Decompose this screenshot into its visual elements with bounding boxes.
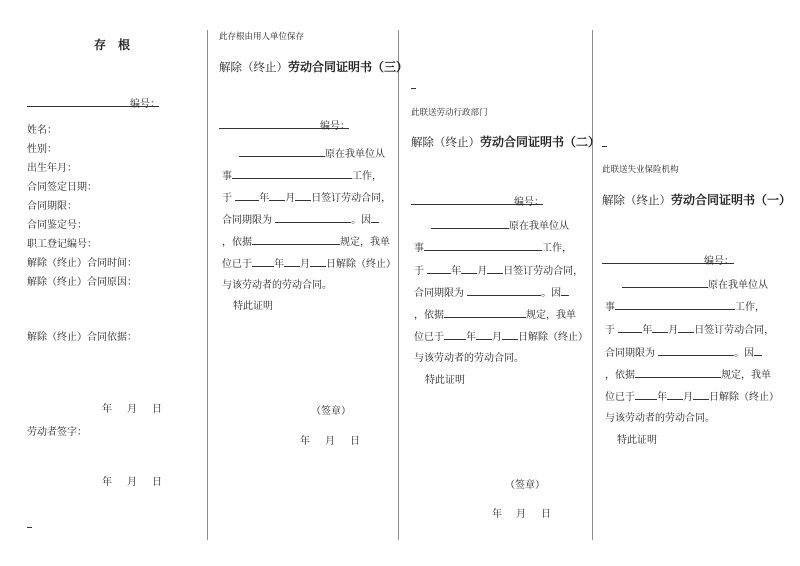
copy2-line-1: 原在我单位从 (431, 217, 569, 232)
copy3-line-5: ，依据 规定，我单 (222, 233, 390, 248)
stub-field-terminate-time: 解除（终止）合同时间： (27, 258, 137, 269)
stub-title-left: 存 (94, 38, 108, 52)
copy1-line-2: 事 工作， (605, 298, 765, 313)
stub-title-right: 根 (118, 38, 132, 52)
copy3-title (219, 58, 408, 75)
copy2-cert: 特此证明 (425, 375, 465, 386)
copy2-date-month: 月 (516, 509, 526, 520)
copy1-title-prefix: 解除（终止） (602, 193, 671, 207)
stub-field-basis: 解除（终止）合同依据： (27, 332, 137, 343)
stub-date-day-1: 日 (152, 404, 162, 415)
copy1-line-1: 原在我单位从 (622, 276, 768, 291)
copy2-note: 此联送劳动行政部门 (411, 108, 488, 118)
copy2-title-main: 劳动合同证明书（二） (480, 135, 601, 149)
stub-field-birth: 出生年月： (27, 163, 77, 174)
copy3-line-7: 与该劳动者的劳动合同。 (222, 280, 332, 291)
copy2-line-4: 合同期限为 。因 (414, 284, 569, 299)
copy1-top-mark (602, 146, 607, 147)
stub-number-label: 编号： (130, 99, 160, 110)
copy3-note: 此存根由用人单位保存 (219, 32, 305, 42)
copy1-line-4: 合同期限为 。因 (605, 344, 762, 359)
copy1-line-3: 于 年 月 日签订劳动合同， (605, 321, 774, 336)
copy2-seal: （签章） (505, 480, 545, 491)
stub-field-name: 姓名： (27, 125, 57, 136)
copy2-line-2: 事 工作， (414, 239, 572, 254)
copy3-date-month: 月 (325, 436, 335, 447)
copy3-cert: 特此证明 (233, 301, 273, 312)
stub-field-worker-no: 职工登记编号： (27, 239, 97, 250)
copy3-line-6: 位已于 年 月 日解除（终止） (222, 255, 396, 270)
copy1-cert: 特此证明 (617, 435, 657, 446)
stub-date-year-1: 年 (102, 404, 112, 415)
stub-date-month-1: 月 (127, 404, 137, 415)
stub-bottom-mark (27, 527, 32, 528)
copy2-date-day: 日 (541, 509, 551, 520)
stub-field-term: 合同期限： (27, 201, 77, 212)
copy2-line-7: 与该劳动者的劳动合同。 (414, 353, 524, 364)
copy2-line-3: 于 年 月 日签订劳动合同， (414, 262, 583, 277)
copy1-title (602, 191, 791, 208)
copy1-line-7: 与该劳动者的劳动合同。 (605, 413, 715, 424)
copy3-line-3: 于 年 月 日签订劳动合同， (222, 189, 391, 204)
copy2-number-label: 编号： (514, 197, 544, 208)
copy2-line-5: ，依据 规定，我单 (414, 306, 576, 321)
stub-field-sign-date: 合同签定日期： (27, 182, 97, 193)
stub-date-month-2: 月 (127, 477, 137, 488)
copy2-date-year: 年 (492, 509, 502, 520)
stub-field-contract-no: 合同鉴定号： (27, 220, 87, 231)
separator-2 (398, 30, 399, 540)
copy2-title (411, 133, 600, 150)
stub-field-terminate-reason: 解除（终止）合同原因： (27, 277, 137, 288)
copy3-title-prefix: 解除（终止） (219, 60, 288, 74)
copy1-number-label: 编号： (704, 256, 734, 267)
copy1-title-main: 劳动合同证明书（一） (671, 193, 792, 207)
stub-field-gender: 性别： (27, 144, 57, 155)
copy3-number-label: 编号： (320, 121, 350, 132)
copy2-top-mark (411, 88, 416, 89)
stub-date-day-2: 日 (152, 477, 162, 488)
copy3-date-day: 日 (350, 436, 360, 447)
copy1-line-6: 位已于 年 月 日解除（终止） (605, 388, 779, 403)
separator-1 (207, 30, 208, 540)
stub-date-year-2: 年 (102, 477, 112, 488)
copy2-title-prefix: 解除（终止） (411, 135, 480, 149)
separator-3 (592, 30, 593, 540)
copy3-line-2: 事 工作， (222, 167, 382, 182)
stub-signature-label: 劳动者签字： (27, 427, 87, 438)
copy3-line-4: 合同期限为 。因 (222, 211, 379, 226)
copy3-line-1: 原在我单位从 (239, 145, 385, 160)
copy3-seal: （签章） (311, 406, 351, 417)
copy3-date-year: 年 (300, 436, 310, 447)
copy1-line-5: ，依据 规定，我单 (605, 366, 771, 381)
copy3-title-main: 劳动合同证明书（三） (288, 60, 409, 74)
copy1-note: 此联送失业保险机构 (602, 165, 679, 175)
copy2-line-6: 位已于 年 月 日解除（终止） (414, 328, 588, 343)
